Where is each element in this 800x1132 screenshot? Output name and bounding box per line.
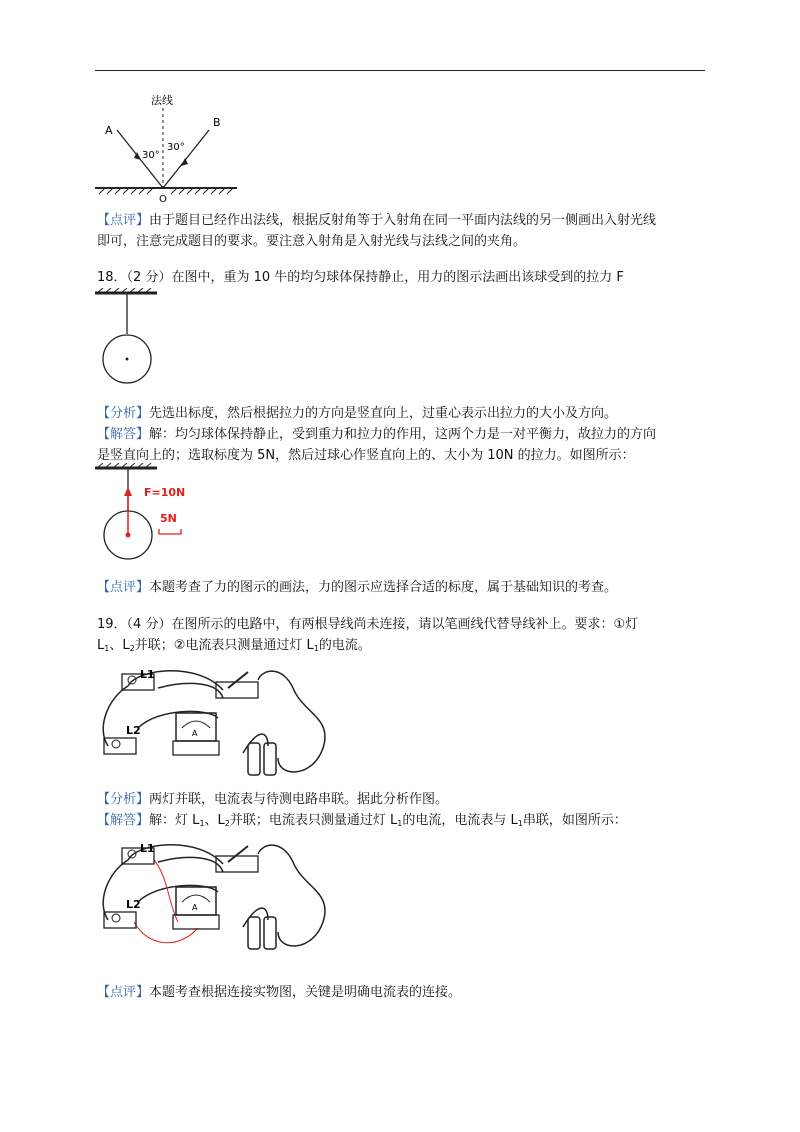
- wires: [103, 671, 325, 772]
- q19-question-line2: $L_1$、$L_2$并联；②电流表只测量通过灯 $L_1$的电流。: [97, 638, 371, 653]
- q18-comment: 【点评】本题考查了力的图示的画法，力的图示应选择合适的标度，属于基础知识的考查。: [97, 580, 618, 595]
- battery1: [248, 743, 260, 775]
- ammeter-dial: [182, 895, 210, 902]
- ball-center: [126, 358, 129, 361]
- wires: [103, 845, 325, 946]
- q18-answer-line1: 【解答】解：均匀球体保持静止，受到重力和拉力的作用，这两个力是一对平衡力，故拉力的方向: [97, 427, 657, 442]
- q18-analysis: 【分析】先选出标度，然后根据拉力的方向是竖直向上，过重心表示出拉力的大小及方向。: [97, 406, 618, 421]
- header-rule: [95, 70, 705, 71]
- switch-lever: [228, 672, 248, 688]
- lamp2-bulb-icon: [112, 914, 120, 922]
- point-a-label: A: [105, 124, 113, 137]
- answer-tag: 【解答】: [97, 813, 150, 828]
- analysis-tag: 【分析】: [97, 792, 150, 807]
- ammeter-label: A: [192, 729, 198, 738]
- battery2: [264, 743, 276, 775]
- point-o-label: O: [159, 194, 167, 205]
- switch-lever: [228, 846, 248, 862]
- q19-comment: 【点评】本题考查根据连接实物图，关键是明确电流表的连接。: [97, 985, 462, 1000]
- lamp2-label: L2: [126, 724, 141, 737]
- force-arrowhead-icon: [124, 487, 132, 496]
- comment-tag: 【点评】: [97, 213, 150, 228]
- scale-label: 5N: [160, 512, 177, 525]
- ammeter-label: A: [192, 903, 198, 912]
- q19-answer: 【解答】解：灯 $L_1$、$L_2$并联；电流表只测量通过灯 $L_1$的电流，电流表与 $L_1$串联，如图所示：: [97, 813, 627, 828]
- analysis-tag: 【分析】: [97, 406, 150, 421]
- ammeter-terminals: [173, 915, 219, 929]
- q19-question-line1: 19．（4 分）在图所示的电路中，有两根导线尚未连接，请以笔画线代替导线补上。要求：①灯: [97, 617, 639, 632]
- ball-center: [126, 533, 131, 538]
- angle-left-label: 30°: [142, 150, 160, 161]
- lamp2-bulb-icon: [112, 740, 120, 748]
- battery2: [264, 917, 276, 949]
- force-label: F=10N: [144, 486, 186, 499]
- ammeter-terminals: [173, 741, 219, 755]
- q19-answer-circuit-figure: [98, 832, 338, 962]
- q18-question-figure: [95, 288, 165, 388]
- scale-bar: [159, 529, 181, 534]
- battery1: [248, 917, 260, 949]
- q19-analysis: 【分析】两灯并联，电流表与待测电路串联。据此分析作图。: [97, 792, 449, 807]
- lamp2-label: L2: [126, 898, 141, 911]
- angle-right-label: 30°: [167, 142, 185, 153]
- reflected-ray: [163, 130, 209, 188]
- reflection-figure: [95, 90, 255, 205]
- normal-label: 法线: [151, 94, 173, 107]
- q18-answer-figure: [95, 463, 205, 568]
- lamp1-label: L1: [140, 668, 155, 681]
- q17-comment-line2: 即可，注意完成题目的要求。要注意入射角是入射光线与法线之间的夹角。: [97, 234, 527, 249]
- ammeter-dial: [182, 721, 210, 728]
- point-b-label: B: [213, 116, 221, 129]
- q18-answer-line2: 是竖直向上的；选取标度为 5N，然后过球心作竖直向上的、大小为 10N 的拉力。如图所示：: [97, 448, 635, 463]
- lamp1-label: L1: [140, 842, 155, 855]
- q18-question: 18．（2 分）在图中，重为 10 牛的均匀球体保持静止，用力的图示法画出该球受到的拉力 F: [97, 270, 624, 285]
- comment-tag: 【点评】: [97, 985, 150, 1000]
- answer-tag: 【解答】: [97, 427, 150, 442]
- q17-comment-line1: 【点评】由于题目已经作出法线，根据反射角等于入射角在同一平面内法线的另一侧画出入射光线: [97, 213, 657, 228]
- q19-circuit-figure: [98, 658, 338, 783]
- reflected-arrow-icon: [181, 158, 188, 166]
- added-wires: [134, 860, 198, 943]
- comment-tag: 【点评】: [97, 580, 150, 595]
